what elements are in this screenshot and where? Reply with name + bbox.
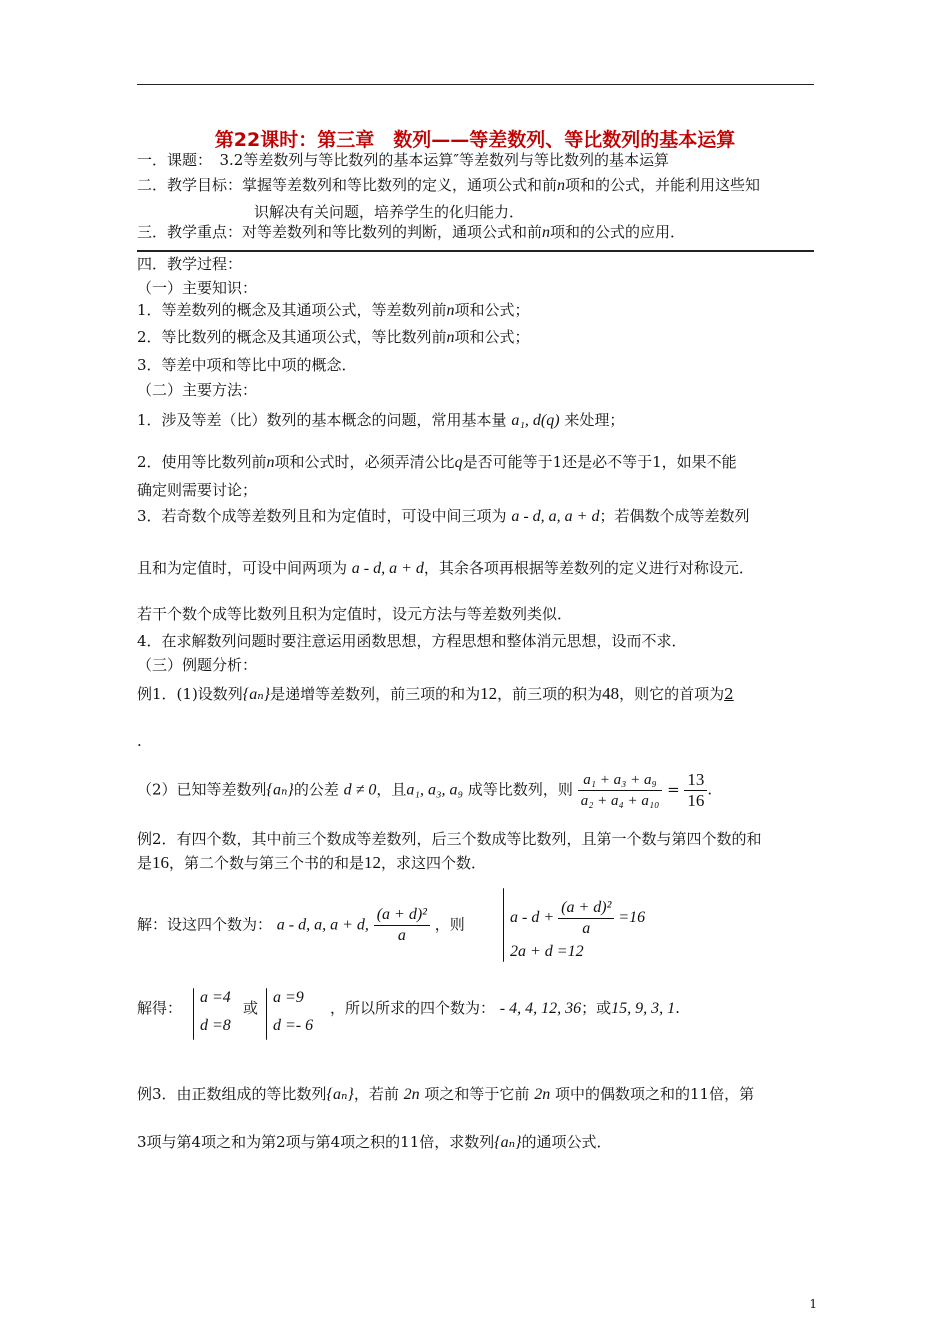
- knowledge-item-2: 2．等比数列的概念及其通项公式，等比数列前n项和公式；: [137, 328, 530, 346]
- method-item-3c: 若干个数个成等比数列且积为定值时，设元方法与等差数列类似．: [137, 605, 573, 623]
- answer-fraction: $\frac{13}{16}$: [684, 770, 707, 811]
- final-answer: ，所以所求的四个数为： - 4, 4, 12, 36；或15, 9, 3, 1.: [330, 999, 680, 1017]
- topic-line: 一．课题： 3.2等差数列与等比数列的基本运算″等差数列与等比数列的基本运算: [137, 151, 669, 169]
- system-eq-1: a - d + $\frac{\text{(a + d)²}}{a}$ =16: [510, 899, 646, 937]
- goal-line: 二．教学目标：掌握等差数列和等比数列的定义，通项公式和前n项和的公式，并能利用这些知: [137, 176, 761, 194]
- method-item-2b: 确定则需要讨论；: [137, 481, 258, 499]
- method-item-2: 2．使用等比数列前n项和公式时，必须弄清公比q是否可能等于1还是必不等于1，如果不能: [137, 453, 737, 471]
- result-d-2: d =- 6: [273, 1017, 314, 1034]
- example-1-dot: .: [137, 732, 142, 750]
- system-brace: [503, 888, 504, 962]
- result-d-1: d =8: [200, 1017, 231, 1034]
- example-3b: 3项与第4项之和为第2项与第4项之积的11倍，求数列{aₙ}的通项公式．: [137, 1133, 612, 1151]
- or-label: 或: [243, 999, 259, 1017]
- header-rule: [137, 84, 814, 85]
- process-heading: 四．教学过程：: [137, 255, 243, 273]
- lesson-title: 第22课时：第三章 数列——等差数列、等比数列的基本运算: [214, 129, 736, 151]
- example-2: 例2．有四个数，其中前三个数成等差数列，后三个数成等比数列，且第一个数与第四个数的和: [137, 830, 762, 848]
- section-rule: [137, 250, 814, 252]
- example-1-part-2: （2）已知等差数列{aₙ}的公差 d ≠ 0，且a₁, a₃, a₉ 成等比数列，则 $\frac{\text{a₁ + a₃ + a₉}}{\text{a₂ + a₄ + a₁₀}}$ = $\frac{13}{16}$ .: [137, 770, 713, 810]
- goal-line-2: 识解决有关问题，培养学生的化归能力．: [254, 203, 525, 221]
- knowledge-item-1: 1．等差数列的概念及其通项公式，等差数列前n项和公式；: [137, 301, 530, 319]
- result-brace-2: [266, 988, 267, 1040]
- page-number: 1: [809, 1297, 817, 1311]
- method-item-1: 1．涉及等差（比）数列的基本概念的问题，常用基本量 a₁, d(q) 来处理；: [137, 411, 625, 429]
- focus-line: 三．教学重点：对等差数列和等比数列的判断，通项公式和前n项和的公式的应用．: [137, 223, 686, 241]
- knowledge-heading: （一）主要知识：: [137, 279, 258, 297]
- method-item-4: 4．在求解数列问题时要注意运用函数思想，方程思想和整体消元思想，设而不求．: [137, 632, 687, 650]
- example-3: 例3．由正数组成的等比数列{aₙ}，若前 2n 项之和等于它前 2n 项中的偶数项之和的11倍，第: [137, 1085, 755, 1103]
- knowledge-item-3: 3．等差中项和等比中项的概念．: [137, 356, 357, 374]
- solution-setup: 解：设这四个数为： a - d, a, a + d, $\frac{\text{(a + d)²}}{a}$ ，则: [137, 906, 465, 944]
- example-1: 例1．(1)设数列{aₙ}是递增等差数列，前三项的和为12，前三项的积为48，则它的首项为2: [137, 684, 734, 703]
- result-a-1: a =4: [200, 989, 231, 1006]
- solved-label: 解得：: [137, 999, 183, 1017]
- square-fraction: $\frac{\text{(a + d)²}}{a}$: [374, 905, 430, 946]
- method-heading: （二）主要方法：: [137, 381, 258, 399]
- method-item-3b: 且和为定值时，可设中间两项为 a - d, a + d，其余各项再根据等差数列的定义进行对称设元．: [137, 559, 754, 577]
- result-a-2: a =9: [273, 989, 304, 1006]
- example-2b: 是16，第二个数与第三个书的和是12，求这四个数．: [137, 853, 487, 872]
- ratio-fraction: $\frac{\text{a₁ + a₃ + a₉}}{\text{a₂ + a₄ + a₁₀}}$: [578, 770, 663, 811]
- system-eq-2: 2a + d =12: [510, 943, 584, 960]
- method-item-3: 3．若奇数个成等差数列且和为定值时，可设中间三项为 a - d, a, a + d；若偶数个成等差数列: [137, 507, 750, 525]
- result-brace-1: [193, 988, 194, 1040]
- example-heading: （三）例题分析：: [137, 656, 258, 674]
